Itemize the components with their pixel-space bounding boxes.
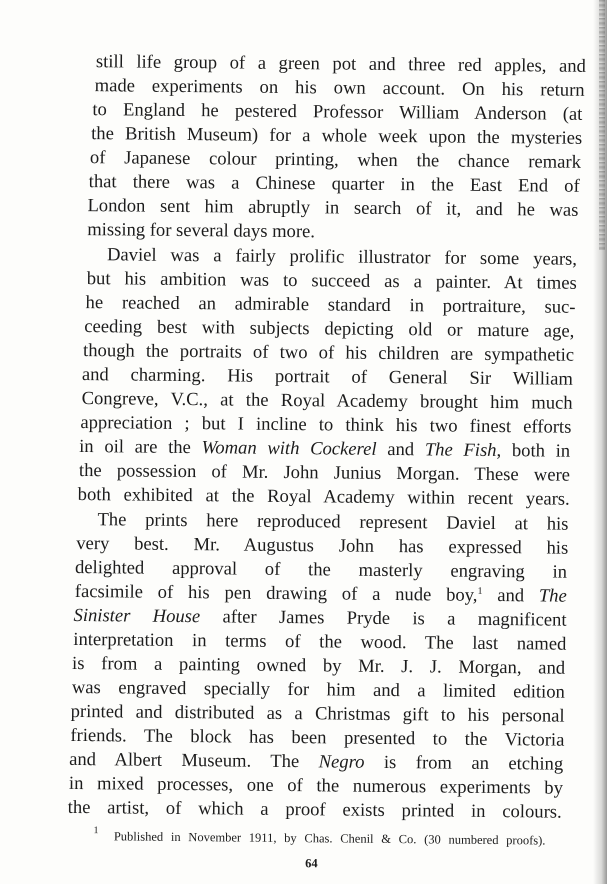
text-line: missing for several days more.: [87, 219, 316, 243]
text-line: of Japanese colour printing, when the chance remark: [89, 147, 582, 173]
text-line: in mixed processes, one of the numerous experiments by: [68, 772, 564, 799]
title-the-sinister-house: The: [538, 585, 567, 607]
footnote: [93, 825, 546, 848]
page-edge-speckle: [599, 0, 605, 250]
title-woman-with-cockerel: Woman with Cockerel: [201, 437, 377, 460]
body-text: [67, 50, 586, 871]
text-line: though the portraits of two of his children are sympathetic: [83, 340, 575, 366]
text-line: was engraved specially for him and a limited edition: [71, 676, 565, 703]
text-line: and Albert Museum. The Negro is from an etching: [69, 748, 564, 775]
title-negro: Negro: [318, 751, 365, 773]
text-line: ceeding best with subjects depicting old or mature age,: [84, 316, 575, 342]
text-line: is from a painting owned by Mr. J. J. Morgan, and: [72, 652, 566, 679]
text-line: he reached an admirable standard in portraiture, suc-: [85, 292, 576, 318]
text-line: The prints here reproduced represent Daviel at his: [97, 509, 569, 535]
text-line: interpretation in terms of the wood. The last named: [73, 628, 567, 655]
text-line: delighted approval of the masterly engraving in: [74, 556, 568, 583]
text-line: the British Museum) for a whole week upon the mysteries: [91, 123, 583, 149]
text-line: Sinister House after James Pryde is a magnificent: [73, 604, 567, 631]
text-line: Daviel was a fairly prolific illustrator for some years,: [106, 244, 578, 270]
footnote-text: Published in November 1911, by Chas. Chenil & Co. (30 numbered proofs).: [113, 829, 546, 848]
text-line: still life group of a green pot and three red apples, and: [95, 51, 586, 77]
text-line: in oil are the Woman with Cockerel and The Fish, both in: [79, 436, 571, 462]
footnote-ref: 1: [477, 585, 483, 597]
text-line: London sent him abruptly in search of it, and he was: [87, 195, 579, 221]
text-line: the possession of Mr. John Junius Morgan. These were: [78, 460, 571, 486]
text-line: Congreve, V.C., at the Royal Academy brought him much: [81, 388, 573, 414]
title-the-fish: The Fish: [424, 439, 497, 462]
text-line: made experiments on his own account. On his return: [94, 75, 585, 101]
text-line: to England he pestered Professor William Anderson (at: [92, 99, 583, 125]
footnote-marker: 1: [93, 825, 99, 837]
text-line: very best. Mr. Augustus John has expressed his: [76, 532, 569, 559]
text-line: both exhibited at the Royal Academy within recent years.: [77, 483, 570, 510]
page-number: 64: [305, 856, 318, 871]
text-line: and charming. His portrait of General Sir William: [81, 364, 573, 390]
text-line: that there was a Chinese quarter in the East End of: [88, 171, 580, 197]
text-line: friends. The block has been presented to the Victoria: [70, 724, 565, 751]
text-line: the artist, of which a proof exists printed in colours.: [67, 796, 562, 823]
text-line: but his ambition was to succeed as a painter. At times: [86, 268, 577, 294]
text-line: appreciation ; but I incline to think his two finest efforts: [80, 412, 572, 438]
text-line: printed and distributed as a Christmas gift to his personal: [70, 700, 565, 727]
text-line: facsimile of his pen drawing of a nude boy,$^1$ and The: [74, 580, 567, 607]
